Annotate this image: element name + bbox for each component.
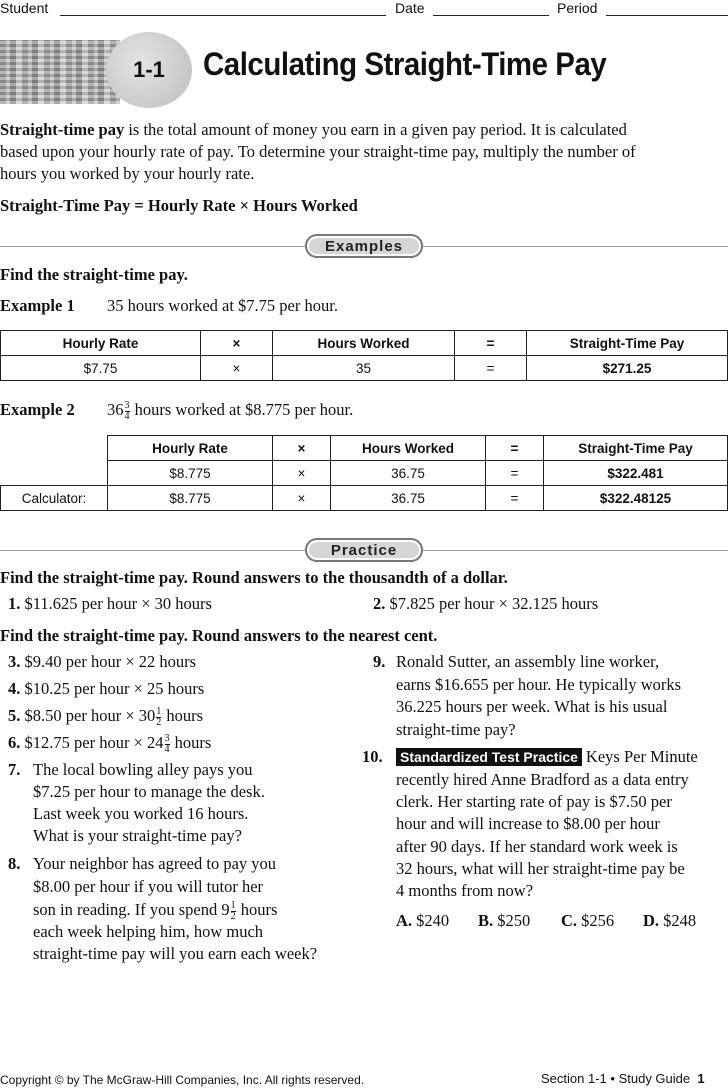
question-text: $7.825 per hour × 32.125 hours bbox=[389, 594, 599, 613]
table-header-row bbox=[1, 331, 728, 356]
times-symbol: × bbox=[273, 436, 331, 461]
question-text: $10.25 per hour × 25 hours bbox=[24, 679, 205, 698]
intro-line-1 bbox=[0, 119, 728, 141]
question-text: Ronald Sutter, an assembly line worker, bbox=[396, 652, 660, 671]
equals-symbol: = bbox=[486, 436, 544, 461]
table-header: Hours Worked bbox=[331, 436, 486, 461]
question-text: $9.40 per hour × 22 hours bbox=[24, 652, 197, 671]
study-guide-label: Study Guide bbox=[618, 1071, 691, 1086]
question-text: recently hired Anne Bradford as a data entry bbox=[396, 770, 689, 789]
question-text-part: Keys Per Minute bbox=[585, 747, 698, 766]
question-number: 8. bbox=[8, 854, 21, 873]
question-text: 36.225 hours per week. What is his usual bbox=[396, 697, 668, 716]
question-number: 9. bbox=[373, 652, 386, 671]
question-text: after 90 days. If her standard work week is bbox=[396, 837, 678, 856]
mixed-number-whole: 36 bbox=[107, 400, 124, 419]
question-number: 6. bbox=[8, 733, 21, 752]
example-2-table bbox=[0, 435, 728, 511]
practice-instruction-2: Find the straight-time pay. Round answers to the nearest cent. bbox=[0, 626, 438, 645]
page-footer-right bbox=[541, 1071, 705, 1086]
table-header: Hours Worked bbox=[273, 331, 455, 356]
table-cell: 35 bbox=[273, 356, 455, 381]
section-label: Section 1-1 bbox=[541, 1071, 607, 1086]
examples-heading: Examples bbox=[305, 234, 423, 258]
question-text: hours bbox=[166, 706, 204, 725]
equals-symbol: = bbox=[455, 331, 527, 356]
choice-value: $248 bbox=[663, 911, 697, 930]
choice-letter: D. bbox=[643, 911, 660, 930]
table-header: Straight-Time Pay bbox=[544, 436, 728, 461]
table-cell: 36.75 bbox=[331, 486, 486, 511]
question-text: 4 months from now? bbox=[396, 881, 534, 900]
lesson-number: 1-1 bbox=[133, 57, 165, 82]
question-text: $7.25 per hour to manage the desk. bbox=[33, 782, 265, 801]
fraction-denominator: 2 bbox=[230, 910, 236, 922]
student-label: Student bbox=[0, 0, 49, 16]
table-header: Hourly Rate bbox=[108, 436, 273, 461]
standardized-test-badge: Standardized Test Practice bbox=[396, 748, 582, 766]
table-row bbox=[1, 356, 728, 381]
practice-heading: Practice bbox=[305, 538, 423, 562]
question-number: 3. bbox=[8, 652, 21, 671]
choice-value: $256 bbox=[581, 911, 615, 930]
empty-cell bbox=[1, 436, 108, 461]
question-number: 7. bbox=[8, 760, 21, 779]
intro-term: Straight-time pay bbox=[0, 120, 125, 139]
table-header-row bbox=[1, 436, 728, 461]
table-cell: $322.481 bbox=[544, 461, 728, 486]
example-2-rest: hours worked at $8.775 per hour. bbox=[134, 400, 354, 419]
table-cell: $7.75 bbox=[1, 356, 201, 381]
intro-line-2: based upon your hourly rate of pay. To determine your straight-time pay, multiply the number of bbox=[0, 142, 636, 161]
choice-letter: B. bbox=[478, 911, 494, 930]
question-text bbox=[396, 746, 698, 768]
copyright: Copyright © by The McGraw-Hill Companies, Inc. All rights reserved. bbox=[0, 1073, 365, 1087]
question-number: 1. bbox=[8, 594, 21, 613]
intro-line-3: hours you worked by your hourly rate. bbox=[0, 164, 255, 183]
times-symbol: × bbox=[201, 356, 273, 381]
fraction-numerator: 3 bbox=[164, 732, 170, 744]
table-cell: $8.775 bbox=[108, 486, 273, 511]
table-row bbox=[1, 461, 728, 486]
page-title: Calculating Straight-Time Pay bbox=[203, 46, 607, 82]
formula: Straight-Time Pay = Hourly Rate × Hours Worked bbox=[0, 196, 358, 215]
page-number: 1 bbox=[697, 1071, 705, 1086]
answer-choice-a[interactable] bbox=[396, 910, 449, 932]
question-text-part: son in reading. If you spend 9 bbox=[33, 900, 230, 919]
question-text: each week helping him, how much bbox=[33, 922, 264, 941]
question-text: clerk. Her starting rate of pay is $7.50 per bbox=[396, 792, 672, 811]
example-1-label: Example 1 bbox=[0, 296, 75, 315]
fraction-numerator: 1 bbox=[230, 899, 236, 911]
banner-image bbox=[0, 40, 120, 104]
fraction-denominator: 4 bbox=[164, 743, 170, 755]
question-text: earns $16.655 per hour. He typically works bbox=[396, 675, 682, 694]
table-header: Straight-Time Pay bbox=[527, 331, 728, 356]
fraction bbox=[165, 734, 170, 755]
fraction-numerator: 3 bbox=[124, 399, 130, 411]
practice-instruction-1: Find the straight-time pay. Round answers to the thousandth of a dollar. bbox=[0, 568, 508, 587]
equals-symbol: = bbox=[486, 461, 544, 486]
question-6 bbox=[8, 732, 211, 755]
date-label: Date bbox=[395, 0, 425, 16]
table-cell: $8.775 bbox=[108, 461, 273, 486]
fraction bbox=[156, 707, 161, 728]
example-1-table bbox=[0, 330, 728, 381]
answer-choice-d[interactable] bbox=[643, 910, 696, 932]
calculator-label: Calculator: bbox=[1, 486, 108, 511]
question-text: Last week you worked 16 hours. bbox=[33, 804, 249, 823]
fraction-numerator: 1 bbox=[156, 705, 162, 717]
period-label: Period bbox=[557, 0, 598, 16]
date-blank[interactable] bbox=[433, 15, 549, 16]
question-text: 32 hours, what will her straight-time pay be bbox=[396, 859, 685, 878]
example-2-text bbox=[107, 399, 507, 422]
question-4 bbox=[8, 678, 204, 700]
fraction bbox=[125, 401, 130, 422]
question-text: hours bbox=[174, 733, 212, 752]
period-blank[interactable] bbox=[606, 15, 728, 16]
question-text: Your neighbor has agreed to pay you bbox=[33, 854, 277, 873]
example-1-text: 35 hours worked at $7.75 per hour. bbox=[107, 296, 338, 315]
empty-cell bbox=[1, 461, 108, 486]
times-symbol: × bbox=[273, 461, 331, 486]
question-text: $8.00 per hour if you will tutor her bbox=[33, 877, 264, 896]
question-text: straight-time pay? bbox=[396, 720, 516, 739]
question-number: 10. bbox=[362, 747, 383, 766]
fraction-denominator: 4 bbox=[124, 410, 130, 422]
equals-symbol: = bbox=[455, 356, 527, 381]
answer-choice-c[interactable] bbox=[561, 910, 614, 932]
examples-instruction: Find the straight-time pay. bbox=[0, 265, 188, 284]
fraction bbox=[231, 901, 236, 922]
question-text: The local bowling alley pays you bbox=[33, 760, 253, 779]
fraction-denominator: 2 bbox=[156, 716, 162, 728]
times-symbol: × bbox=[201, 331, 273, 356]
times-symbol: × bbox=[273, 486, 331, 511]
question-text: $8.50 per hour × 30 bbox=[24, 706, 156, 725]
table-header: Hourly Rate bbox=[1, 331, 201, 356]
choice-value: $250 bbox=[497, 911, 531, 930]
question-3 bbox=[8, 651, 196, 673]
question-text: What is your straight-time pay? bbox=[33, 826, 242, 845]
question-text: $12.75 per hour × 24 bbox=[24, 733, 164, 752]
question-5 bbox=[8, 705, 203, 728]
table-row bbox=[1, 486, 728, 511]
question-2 bbox=[373, 593, 598, 615]
table-cell: $322.48125 bbox=[544, 486, 728, 511]
bullet-separator: • bbox=[610, 1071, 615, 1086]
question-number: 4. bbox=[8, 679, 21, 698]
lesson-number-badge bbox=[106, 32, 192, 108]
table-cell: 36.75 bbox=[331, 461, 486, 486]
answer-choice-b[interactable] bbox=[478, 910, 530, 932]
question-1 bbox=[8, 593, 212, 615]
question-text: straight-time pay will you earn each week? bbox=[33, 944, 318, 963]
question-text: hour and will increase to $8.00 per hour bbox=[396, 814, 660, 833]
choice-value: $240 bbox=[416, 911, 450, 930]
choice-letter: A. bbox=[396, 911, 413, 930]
question-text bbox=[33, 899, 277, 922]
intro-line-1-text: is the total amount of money you earn in a given pay period. It is calculated bbox=[124, 120, 627, 139]
question-text: $11.625 per hour × 30 hours bbox=[24, 594, 212, 613]
question-text-part: hours bbox=[240, 900, 278, 919]
question-number: 2. bbox=[373, 594, 386, 613]
example-2-label: Example 2 bbox=[0, 400, 75, 419]
equals-symbol: = bbox=[486, 486, 544, 511]
table-cell: $271.25 bbox=[527, 356, 728, 381]
student-blank[interactable] bbox=[60, 15, 386, 16]
choice-letter: C. bbox=[561, 911, 578, 930]
question-number: 5. bbox=[8, 706, 21, 725]
